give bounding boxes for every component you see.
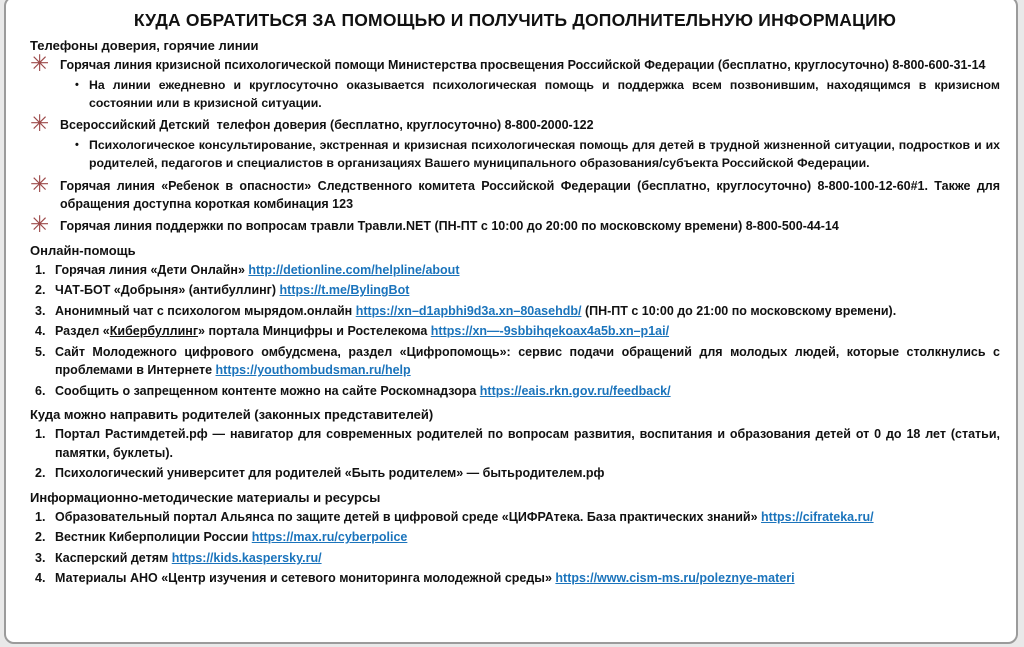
- item-link[interactable]: https://max.ru/cyberpolice: [251, 530, 408, 545]
- hotline-item: [30, 111, 1000, 173]
- online-help-item: [30, 261, 1000, 280]
- star-bullet-icon: ✳: [30, 211, 50, 238]
- list-number: 3.: [35, 303, 46, 318]
- hotline-item: [30, 211, 1000, 238]
- item-text-pre: Горячая линия «Дети Онлайн»: [55, 262, 249, 277]
- list-number: 3.: [35, 550, 46, 565]
- item-text: Психологический университет для родителей «Быть родителем» — бытьродителем.рф: [55, 466, 605, 481]
- item-text: Портал Растимдетей.рф — навигатор для современных родителей по вопросам развития, воспитания и образования детей от 0 до 18 лет (статьи, памятки, буклеты).: [55, 427, 1000, 460]
- item-text: [55, 322, 1000, 341]
- hotline-text: Горячая линия «Ребенок в опасности» Следственного комитета Российской Федерации (бесплатно, круглосуточно) 8-800-100-12-60#1. Также для обращения доступна короткая комбинация 123: [60, 178, 1000, 212]
- section-hotlines: [30, 38, 1000, 236]
- online-help-item: [30, 302, 1000, 321]
- resources-item: [30, 549, 1000, 568]
- list-number: 5.: [35, 344, 46, 359]
- hotline-sub-text: Психологическое консультирование, экстренная и кризисная психологическая помощь для детей в трудной жизненной ситуации, подростков и их родителей, педагогов и специалистов в организациях Вашего муниципального образования/субъекта Российской Федерации.: [89, 137, 1000, 171]
- list-number: 1.: [35, 262, 46, 277]
- item-text: [55, 549, 1000, 568]
- item-link[interactable]: https://youthombudsman.ru/help: [215, 363, 411, 378]
- item-text: [55, 508, 1000, 527]
- item-text-pre: Сообщить о запрещенном контенте можно на сайте Роскомнадзора: [55, 383, 480, 398]
- hotline-item: [30, 171, 1000, 214]
- online-help-item: [30, 343, 1000, 380]
- item-text-pre: ЧАТ-БОТ «Добрыня» (антибуллинг): [55, 283, 280, 298]
- online-help-item: [30, 382, 1000, 401]
- item-text-pre: Образовательный портал Альянса по защите детей в цифровой среде «ЦИФРАтека. База практических знаний»: [55, 509, 762, 524]
- item-text: [55, 261, 1000, 280]
- item-text-pre: Вестник Киберполиции России: [55, 530, 252, 545]
- online-help-item: [30, 281, 1000, 300]
- item-text-pre: Сайт Молодежного цифрового омбудсмена, раздел «Цифропомощь»: сервис подачи обращений для молодых людей, которые столкнулись с проблемами в Интернете: [55, 344, 1000, 378]
- online-help-item: [30, 322, 1000, 341]
- item-link[interactable]: http://detionline.com/helpline/about: [248, 262, 460, 277]
- hotline-text: Горячая линия поддержки по вопросам травли Травли.NET (ПН-ПТ с 10:00 до 20:00 по московскому времени) 8-800-500-44-14: [60, 218, 839, 233]
- hotline-text: Всероссийский Детский телефон доверия (бесплатно, круглосуточно) 8-800-2000-122: [60, 118, 594, 133]
- hotline-sub-text: На линии ежедневно и круглосуточно оказывается психологическая помощь и поддержка всем позвонившим, находящимся в кризисном состоянии или в кризисной ситуации.: [89, 77, 1000, 110]
- section-resources: [30, 490, 1000, 588]
- list-number: 2.: [35, 530, 46, 545]
- star-bullet-icon: ✳: [30, 111, 50, 138]
- item-text-pre2: » портала Минцифры и Ростелекома: [198, 324, 431, 339]
- list-number: 4.: [35, 571, 46, 586]
- dot-bullet-icon: •: [75, 138, 79, 151]
- item-text: [55, 528, 1000, 547]
- parents-item: [30, 425, 1000, 462]
- document-page: [4, 0, 1018, 644]
- dot-bullet-icon: •: [75, 78, 79, 91]
- list-number: 6.: [35, 383, 46, 398]
- section-header-parents: Куда можно направить родителей (законных представителей): [30, 407, 434, 423]
- section-online-help: [30, 243, 1000, 401]
- item-text-underlined: Кибербуллинг: [109, 324, 199, 339]
- resources-item: [30, 508, 1000, 527]
- hotline-text: Горячая линия кризисной психологической помощи Министерства просвещения Российской Федерации (бесплатно, круглосуточно) 8-800-600-31-14: [60, 58, 986, 72]
- item-text-post: (ПН-ПТ с 10:00 до 21:00 по московскому времени).: [581, 303, 897, 318]
- list-number: 4.: [35, 324, 46, 339]
- list-number: 2.: [35, 283, 46, 298]
- parents-item: [30, 464, 1000, 483]
- item-text-pre: Анонимный чат с психологом мырядом.онлайн: [55, 303, 356, 318]
- item-text: [55, 382, 1000, 401]
- item-link[interactable]: https://www.cism-ms.ru/poleznye-materi: [555, 571, 795, 586]
- hotline-sub-bullet: [75, 76, 1000, 113]
- section-header-online-help: Онлайн-помощь: [30, 242, 136, 258]
- star-bullet-icon: ✳: [30, 171, 50, 198]
- item-text-pre: Материалы АНО «Центр изучения и сетевого мониторинга молодежной среды»: [55, 571, 556, 586]
- item-link[interactable]: https://xn—-9sbbihqekoax4a5b.xn–p1ai/: [430, 324, 670, 339]
- item-text-pre: Касперский детям: [55, 550, 172, 565]
- resources-item: [30, 528, 1000, 547]
- item-text: [55, 569, 1000, 588]
- item-link[interactable]: https://eais.rkn.gov.ru/feedback/: [479, 383, 671, 398]
- section-parents: [30, 407, 1000, 483]
- item-text: [55, 302, 1000, 321]
- item-text: [55, 343, 1000, 380]
- resources-item: [30, 569, 1000, 588]
- hotline-item: [30, 51, 1000, 113]
- item-text: [55, 281, 1000, 300]
- item-link[interactable]: https://xn–d1apbhi9d3a.xn–80asehdb/: [355, 303, 582, 318]
- item-link[interactable]: https://t.me/BylingBot: [279, 283, 410, 298]
- section-header-hotlines: Телефоны доверия, горячие линии: [30, 38, 259, 53]
- section-header-resources: Информационно-методические материалы и ресурсы: [30, 489, 381, 505]
- list-number: 1.: [35, 427, 46, 442]
- list-number: 2.: [35, 466, 46, 481]
- star-bullet-icon: ✳: [30, 51, 50, 77]
- item-text-pre: Раздел «: [55, 324, 110, 339]
- hotline-sub-bullet: [75, 136, 1000, 173]
- list-number: 1.: [35, 509, 46, 524]
- item-link[interactable]: https://cifrateka.ru/: [761, 509, 874, 524]
- page-title: КУДА ОБРАТИТЬСЯ ЗА ПОМОЩЬЮ И ПОЛУЧИТЬ ДОПОЛНИТЕЛЬНУЮ ИНФОРМАЦИЮ: [133, 10, 897, 30]
- item-link[interactable]: https://kids.kaspersky.ru/: [171, 550, 322, 565]
